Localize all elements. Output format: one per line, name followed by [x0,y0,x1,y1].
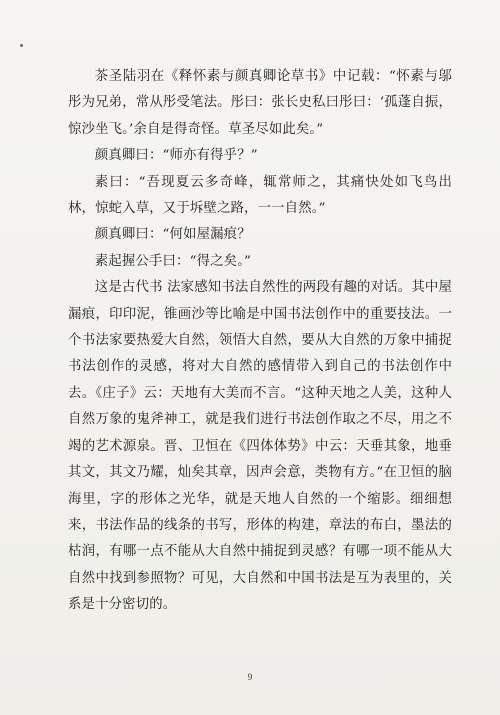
paragraph-quote-lu-yu: 茶圣陆羽在《释怀素与颜真卿论草书》中记载：“怀素与邬彤为兄弟，常从彤受笔法。彤曰：张长史私曰彤曰：‘孤蓬自振，惊沙坐飞。’余自是得奇怪。草圣尽如此矣。” [68,69,452,137]
page-number: 9 [247,672,253,682]
paragraph-yan-question: 颜真卿曰：“师亦有得乎？” [94,148,258,164]
body-text [68,64,452,619]
paragraph-yan-wulouhen: 颜真卿曰：“何如屋漏痕？ [94,227,251,243]
punch-mark [20,44,23,47]
paragraph-huaisu-answer: 素曰：“吾现夏云多奇峰，辄常师之，其痛快处如飞鸟出林，惊蛇入草，又于坼壁之路，一一自然。” [68,174,452,217]
paragraph-huaisu-grasp: 素起握公手曰：“得之矣。” [94,253,252,269]
paragraph-commentary: 这是古代书 法家感知书法自然性的两段有趣的对话。其中屋漏痕，印印泥，锥画沙等比喻是中国书法创作中的重要技法。一个书法家要热爱大自然，领悟大自然，要从大自然的万象中捕捉书法创作的灵感，将对大自然的感情带入到自己的书法创作中去。《庄子》云：天地有大美而不言。“这种天地之人美，这种人自然万象的鬼斧神工，就是我们进行书法创作取之不尽，用之不竭的艺术源泉。晋、卫恒在《四体体势》中云：天垂其象，地垂其文，其文乃耀，灿矣其章，因声会意，类物有方。”在卫恒的脑海里，字的形体之光华，就是天地人自然的一个缩影。细细想来，书法作品的线条的书写，形体的构建，章法的布白，墨法的枯润，有哪一点不能从大自然中捕捉到灵感？有哪一项不能从大自然中找到参照物？可见，大自然和中国书法是互为表里的，关系是十分密切的。 [68,280,452,613]
